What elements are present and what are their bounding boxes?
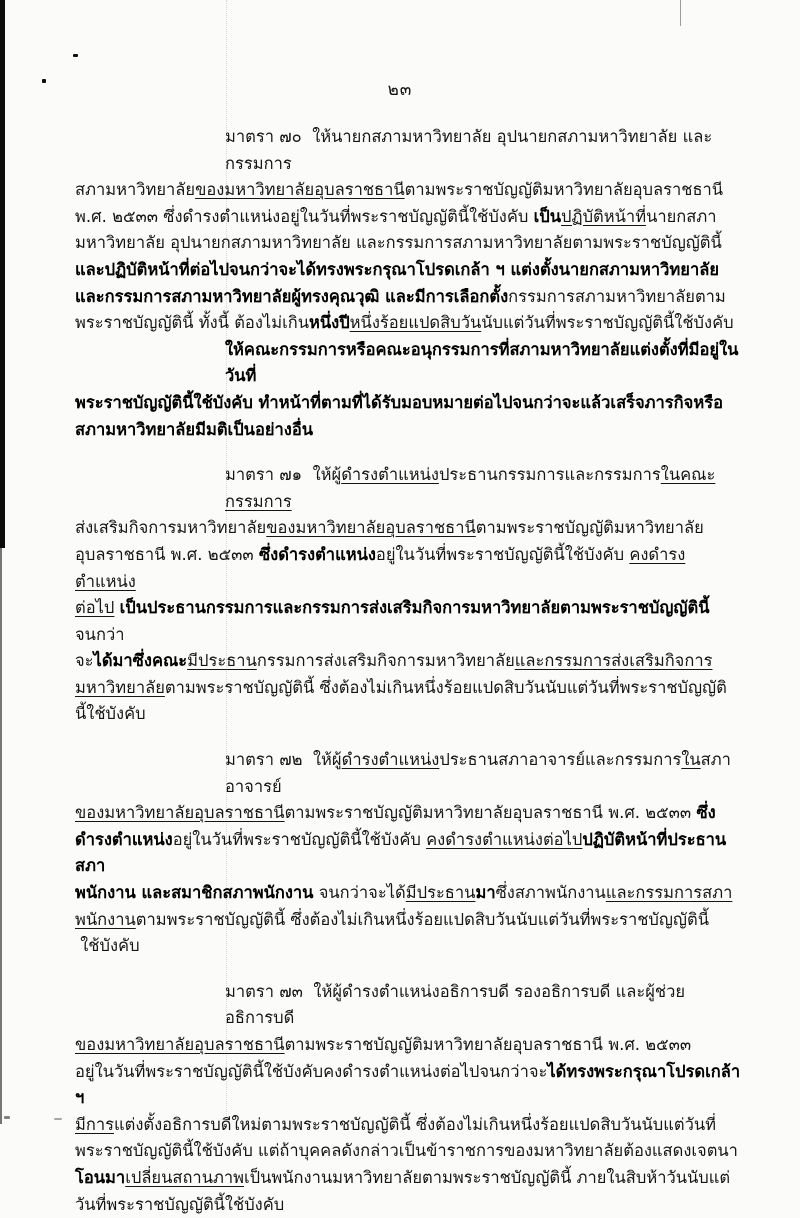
ink-speck bbox=[73, 54, 78, 57]
text-line bbox=[75, 284, 745, 311]
text-segment: กรรมการสภามหาวิทยาลัยตาม bbox=[508, 286, 726, 306]
text-segment: สภามหาวิทยาลัย bbox=[75, 180, 196, 200]
scan-edge-strip-lower bbox=[0, 548, 2, 1124]
text-segment: และกรรมการส่งเสริมกิจการ bbox=[514, 651, 713, 671]
text-line bbox=[75, 515, 745, 542]
text-line bbox=[75, 462, 745, 515]
text-segment: สภามหาวิทยาลัยมีมติเป็นอย่างอื่น bbox=[75, 419, 314, 439]
text-segment: หนึ่งปี bbox=[308, 313, 350, 333]
text-segment: ในคณะกรรมการ bbox=[225, 465, 716, 511]
text-segment: นับแต่วันที่พระราชบัญญัตินี้ใช้บังคับ bbox=[481, 313, 734, 333]
text-segment: ดำรงตำแหน่ง bbox=[75, 829, 173, 849]
text-segment: ตามพระราชบัญญัตินี้ ซึ่งต้องไม่เกินหนึ่งร้อยแปดสิบวันนับแต่วันที่พระราชบัญญัติ bbox=[164, 677, 727, 697]
text-line bbox=[75, 230, 745, 257]
text-segment: มาตรา ๗๒ ให้ผู้ bbox=[225, 750, 342, 770]
text-line bbox=[75, 747, 745, 800]
text-line bbox=[75, 417, 745, 444]
text-segment: นี้ใช้บังคับ bbox=[75, 704, 146, 724]
text-segment: จะ bbox=[75, 651, 94, 671]
text-line bbox=[75, 675, 745, 702]
paragraph bbox=[75, 462, 745, 728]
paragraph bbox=[75, 124, 745, 337]
text-segment: พระราชบัญญัตินี้ใช้บังคับ แต่ถ้าบุคคลดังกล่าวเป็นข้าราชการของมหาวิทยาลัยต้องแสดงเจตนา bbox=[75, 1141, 738, 1161]
text-line bbox=[75, 257, 745, 284]
text-line bbox=[75, 701, 745, 728]
text-segment: สภาอาจารย์ bbox=[225, 750, 731, 796]
text-segment: พระราชบัญญัตินี้ ทั้งนี้ ต้องไม่เกิน bbox=[75, 313, 309, 333]
text-segment: มา bbox=[475, 883, 496, 903]
text-segment: หนึ่งร้อยแปดสิบวัน bbox=[349, 313, 482, 333]
text-line bbox=[75, 1165, 745, 1192]
text-line bbox=[75, 933, 745, 960]
paragraph bbox=[75, 979, 745, 1218]
text-segment: จนกว่าจะได้ bbox=[313, 883, 406, 903]
text-segment: มหาวิทยาลัย bbox=[75, 677, 165, 697]
text-line bbox=[75, 907, 745, 934]
text-segment: ใน bbox=[681, 750, 701, 770]
text-line bbox=[75, 124, 745, 177]
paragraph bbox=[75, 747, 745, 960]
text-segment: แต่งตั้งอธิการบดีใหม่ตามพระราชบัญญัตินี้ ซึ่งต้องไม่เกินหนึ่งร้อยแปดสิบวันนับแต่วันที่ bbox=[114, 1114, 717, 1134]
text-segment: ซึ่งดำรงตำแหน่ง bbox=[258, 544, 376, 564]
text-segment: พนักงาน bbox=[75, 909, 136, 929]
text-segment: ใช้บังคับ bbox=[75, 936, 140, 956]
text-segment: ซึ่ง bbox=[696, 803, 716, 823]
text-segment: โอนมา bbox=[75, 1167, 126, 1187]
text-line bbox=[75, 648, 745, 675]
text-segment: ดำรงตำแหน่ง bbox=[341, 750, 440, 770]
page-number: ๒๓ bbox=[387, 80, 413, 100]
text-segment: มาตรา ๗๓ ให้ผู้ดำรงตำแหน่งอธิการบดี รองอธิการบดี และผู้ช่วยอธิการบดี bbox=[225, 981, 686, 1028]
text-line bbox=[75, 542, 745, 595]
text-segment: ต่อไป bbox=[75, 598, 115, 618]
text-line bbox=[75, 595, 745, 648]
text-segment: ได้ทรงพระกรุณาโปรดเกล้า ฯ bbox=[75, 1061, 746, 1108]
text-segment: เป็นพนักงานมหาวิทยาลัยตามพระราชบัญญัตินี้ ภายในสิบห้าวันนับแต่ bbox=[244, 1167, 731, 1187]
text-segment: มหาวิทยาลัย อุปนายกสภามหาวิทยาลัย และกรรมการสภามหาวิทยาลัยตามพระราชบัญญัตินี้ bbox=[75, 233, 722, 253]
text-segment: พนักงาน และสมาชิกสภาพนักงาน bbox=[75, 883, 314, 903]
text-segment: และปฏิบัติหน้าที่ต่อไปจนกว่าจะได้ทรงพระกรุณาโปรดเกล้า ฯ แต่งตั้งนายกสภามหาวิทยาลัย bbox=[75, 259, 720, 279]
text-line bbox=[75, 800, 745, 827]
text-line bbox=[75, 979, 745, 1032]
text-segment: ให้คณะกรรมการหรือคณะอนุกรรมการที่สภามหาวิทยาลัยแต่งตั้งที่มีอยู่ในวันที่ bbox=[225, 339, 739, 386]
text-segment: วันที่พระราชบัญญัตินี้ใช้บังคับ bbox=[75, 1194, 285, 1214]
text-segment: เปลี่ยนสถานภาพ bbox=[125, 1167, 244, 1187]
text-segment: ส่งเสริมกิจการมหาวิทยาลัย bbox=[75, 518, 267, 538]
text-segment: คงดำรงตำแหน่ง bbox=[75, 544, 686, 591]
text-segment: ตามพระราชบัญญัติมหาวิทยาลัยอุบลราชธานี พ.ศ. ๒๕๓๓ bbox=[284, 1035, 692, 1054]
text-segment: อยู่ในวันที่พระราชบัญญัตินี้ใช้บังคับ bbox=[172, 829, 427, 849]
text-segment: ประธานกรรมการและกรรมการ bbox=[438, 465, 661, 485]
text-line bbox=[75, 1138, 745, 1165]
ink-speck bbox=[54, 1118, 62, 1120]
text-segment: ของมหาวิทยาลัยอุบลราชธานี bbox=[266, 518, 476, 538]
text-segment: พ.ศ. ๒๕๓๓ ซึ่งดำรงตำแหน่งอยู่ในวันที่พระราชบัญญัตินี้ใช้บังคับ bbox=[75, 206, 534, 226]
text-line bbox=[75, 337, 745, 390]
document-page bbox=[75, 124, 745, 1218]
text-segment: ของมหาวิทยาลัยอุบลราชธานี bbox=[75, 803, 285, 823]
text-line bbox=[75, 204, 745, 231]
text-segment: และกรรมการสภา bbox=[605, 883, 733, 903]
text-segment: ตามพระราชบัญญัติมหาวิทยาลัย bbox=[475, 518, 704, 538]
text-segment: ตามพระราชบัญญัติมหาวิทยาลัยอุบลราชธานี bbox=[404, 180, 724, 200]
text-line bbox=[75, 827, 745, 880]
ink-speck bbox=[4, 1116, 10, 1119]
text-line bbox=[75, 177, 745, 204]
text-line bbox=[75, 1059, 745, 1112]
text-segment: มาตรา ๗๐ ให้นายกสภามหาวิทยาลัย อุปนายกสภามหาวิทยาลัย และกรรมการ bbox=[225, 127, 713, 173]
text-segment: ปฏิบัติหน้าที่ bbox=[561, 206, 647, 226]
text-segment: ประธานสภาอาจารย์และกรรมการ bbox=[439, 750, 682, 770]
text-line bbox=[75, 390, 745, 417]
text-segment: เป็น bbox=[533, 206, 562, 226]
scan-tick-mark bbox=[680, 0, 681, 26]
text-segment: มีประธาน bbox=[187, 651, 257, 671]
text-segment: คงดำรงตำแหน่งต่อไป bbox=[426, 829, 583, 849]
text-segment: และกรรมการสภามหาวิทยาลัยผู้ทรงคุณวุฒิ และมีการเลือกตั้ง bbox=[75, 286, 509, 306]
text-segment: มาตรา ๗๑ ให้ผู้ bbox=[225, 465, 342, 485]
paragraph bbox=[75, 337, 745, 443]
text-segment: พระราชบัญญัตินี้ใช้บังคับ ทำหน้าที่ตามที่ได้รับมอบหมายต่อไปจนกว่าจะแล้วเสร็จภารกิจหรือ bbox=[75, 392, 723, 412]
text-segment: มีประธาน bbox=[405, 883, 476, 903]
text-segment: จนกว่า bbox=[75, 624, 125, 644]
text-segment: ดำรงตำแหน่ง bbox=[341, 465, 439, 485]
text-line bbox=[75, 1032, 745, 1059]
text-segment: กรรมการส่งเสริมกิจการมหาวิทยาลัย bbox=[256, 651, 515, 671]
text-segment: อยู่ในวันที่พระราชบัญญัตินี้ใช้บังคับคงดำรงตำแหน่งต่อไปจนกว่าจะ bbox=[75, 1061, 548, 1081]
text-line bbox=[75, 880, 745, 907]
text-segment: เป็นประธานกรรมการและกรรมการส่งเสริมกิจการมหาวิทยาลัยตามพระราชบัญญัตินี้ bbox=[119, 598, 710, 618]
text-segment: ตามพระราชบัญญัติมหาวิทยาลัยอุบลราชธานี พ.ศ. ๒๕๓๓ bbox=[284, 803, 697, 823]
text-segment: ได้มาซึ่งคณะ bbox=[93, 651, 188, 671]
text-segment: อุบลราชธานี พ.ศ. ๒๕๓๓ bbox=[75, 544, 259, 564]
text-segment: ซึ่งสภาพนักงาน bbox=[495, 883, 606, 903]
text-line bbox=[75, 1112, 745, 1139]
text-segment: นายกสภา bbox=[646, 206, 717, 226]
text-segment: ของมหาวิทยาลัยอุบลราชธานี bbox=[75, 1035, 285, 1054]
text-segment: อยู่ในวันที่พระราชบัญญัตินี้ใช้บังคับ bbox=[375, 544, 630, 564]
text-segment: ของมหาวิทยาลัยอุบลราชธานี bbox=[195, 180, 405, 200]
text-segment: ปฏิบัติหน้าที่ประธานสภา bbox=[75, 829, 727, 876]
text-segment: ตามพระราชบัญญัตินี้ ซึ่งต้องไม่เกินหนึ่งร้อยแปดสิบวันนับแต่วันที่พระราชบัญญัตินี้ bbox=[135, 909, 709, 929]
text-line bbox=[75, 310, 745, 337]
text-line bbox=[75, 1192, 745, 1218]
text-segment: มีการ bbox=[75, 1114, 114, 1134]
